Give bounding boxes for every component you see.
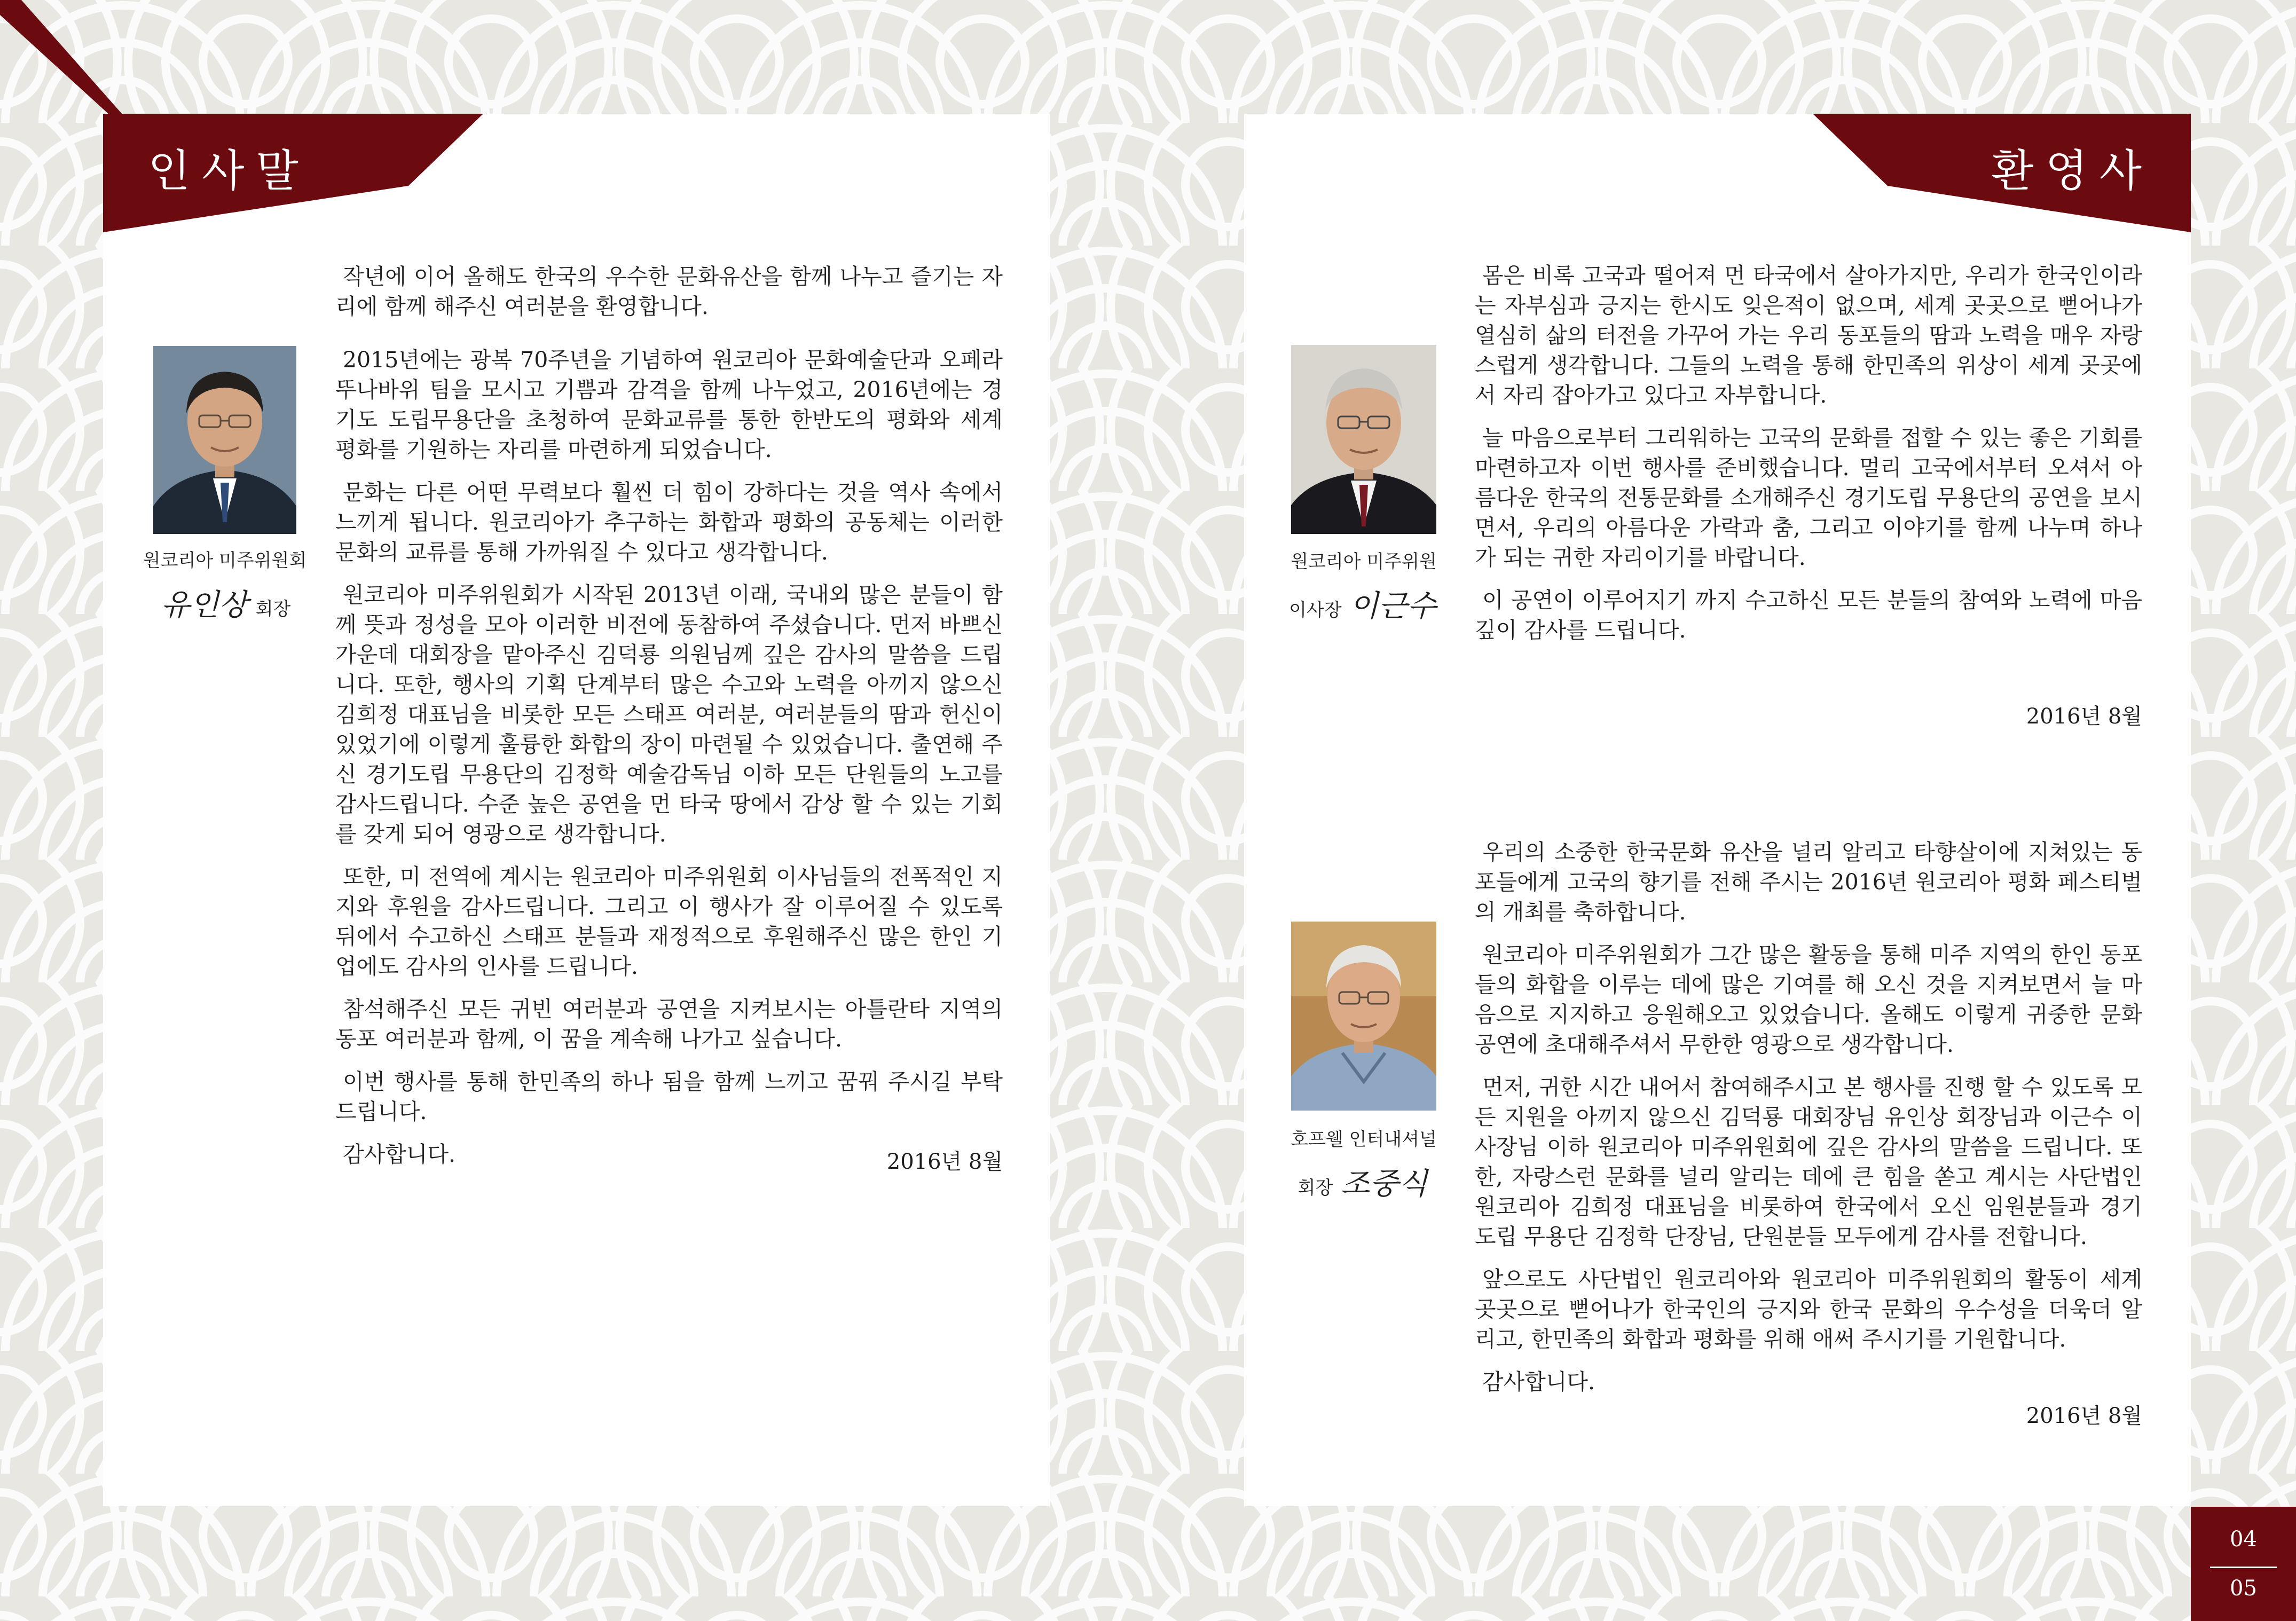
paragraph: 감사합니다. <box>343 1142 456 1167</box>
person-title: 이사장 <box>1289 600 1342 621</box>
page-title: 환영사 <box>1991 146 2153 196</box>
portrait-photo-yoo-in-sang <box>153 346 296 534</box>
page-number-badge <box>2191 1507 2296 1621</box>
paragraph: 작년에 이어 올해도 한국의 우수한 문화유산을 함께 나누고 즐기는 자리에 함께 해주신 여러분을 환영합니다. <box>335 264 1003 319</box>
person-title: 회장 <box>255 599 291 620</box>
portrait-photo-cho-jung-sik <box>1291 922 1436 1111</box>
person-organization: 원코리아 미주위원 <box>1291 551 1437 572</box>
paragraph: 문화는 다른 어떤 무력보다 훨씬 더 힘이 강하다는 것을 역사 속에서 느끼게 됩니다. 원코리아가 추구하는 화합과 평화의 공동체는 이러한 문화의 교류를 통해 가까워질 수 있다고 생각합니다. <box>335 479 1003 565</box>
greeting-date: 2016년 8월 <box>886 1150 1003 1174</box>
person-caption-yoo-in-sang <box>129 546 321 624</box>
person-title: 회장 <box>1298 1177 1333 1199</box>
signature-name: 유인상 <box>161 588 248 623</box>
person-organization: 호프웰 인터내셔널 <box>1291 1129 1437 1150</box>
welcome-date-1: 2016년 8월 <box>2026 704 2142 729</box>
greeting-title-banner <box>103 114 483 232</box>
person-caption-lee-geun-su <box>1268 547 1460 625</box>
paragraph: 원코리아 미주위원회가 그간 많은 활동을 통해 미주 지역의 한인 동포들의 화합을 이루는 데에 많은 기여를 해 오신 것을 지켜보면서 늘 마음으로 지지하고 응원해오고 있었습니다. 올해도 이렇게 귀중한 문화 공연에 초대해주셔서 무한한 영광으로 생각합니다. <box>1475 942 2142 1057</box>
paragraph: 이 공연이 이루어지기 까지 수고하신 모든 분들의 참여와 노력에 마음 깊이 감사를 드립니다. <box>1475 587 2142 643</box>
paragraph: 늘 마음으로부터 그리워하는 고국의 문화를 접할 수 있는 좋은 기회를 마련하고자 이번 행사를 준비했습니다. 멀리 고국에서부터 오셔서 아름다운 한국의 전통문화를 소개해주신 경기도립 무용단의 공연을 보시면서, 우리의 아름다운 가락과 춤, 그리고 이야기를 함께 나누며 하나가 되는 귀한 자리이기를 바랍니다. <box>1475 425 2142 570</box>
page-number-left: 04 <box>2230 1527 2257 1552</box>
page-number-right: 05 <box>2230 1576 2257 1601</box>
paragraph: 이번 행사를 통해 한민족의 하나 됨을 함께 느끼고 꿈꿔 주시길 부탁드립니다. <box>335 1069 1003 1124</box>
paragraph: 원코리아 미주위원회가 시작된 2013년 이래, 국내외 많은 분들이 함께 뜻과 정성을 모아 이러한 비전에 동참하여 주셨습니다. 먼저 바쁘신 가운데 대회장을 맡아주신 김덕룡 의원님께 깊은 감사의 말씀을 드립니다. 또한, 행사의 기획 단계부터 많은 수고와 노력을 아끼지 않으신 김희정 대표님을 비롯한 모든 스태프 여러분, 여러분들의 땀과 헌신이 있었기에 이렇게 훌륭한 화합의 장이 마련될 수 있었습니다. 출연해 주신 경기도립 무용단의 김정학 예술감독님 이하 모든 단원들의 노고를 감사드립니다. 수준 높은 공연을 먼 타국 땅에서 감상 할 수 있는 기회를 갖게 되어 영광으로 생각합니다. <box>335 582 1003 847</box>
welcome-date-2: 2016년 8월 <box>2026 1404 2142 1428</box>
welcome-text-1 <box>1475 261 2142 658</box>
page-title: 인사말 <box>148 146 310 196</box>
paragraph: 참석해주신 모든 귀빈 여러분과 공연을 지켜보시는 아틀란타 지역의 동포 여러분과 함께, 이 꿈을 계속해 나가고 싶습니다. <box>335 996 1003 1052</box>
paragraph: 또한, 미 전역에 계시는 원코리아 미주위원회 이사님들의 전폭적인 지지와 후원을 감사드립니다. 그리고 이 행사가 잘 이루어질 수 있도록 뒤에서 수고하신 스태프 분들과 재정적으로 후원해주신 많은 한인 기업에도 감사의 인사를 드립니다. <box>335 864 1003 979</box>
page-number-divider <box>2210 1567 2277 1568</box>
person-caption-cho-jung-sik <box>1268 1124 1460 1203</box>
paragraph: 앞으로도 사단법인 원코리아와 원코리아 미주위원회의 활동이 세계 곳곳으로 뻗어나가 한국인의 긍지와 한국 문화의 우수성을 더욱더 알리고, 한민족의 화합과 평화를 위해 애써 주시기를 기원합니다. <box>1475 1266 2142 1352</box>
paragraph: 2015년에는 광복 70주년을 기념하여 원코리아 문화예술단과 오페라 뚜나바위 팀을 모시고 기쁨과 감격을 함께 나누었고, 2016년에는 경기도 도립무용단을 초청하여 문화교류를 통한 한반도의 평화와 세계 평화를 기원하는 자리를 마련하게 되었습니다. <box>335 347 1003 462</box>
person-organization: 원코리아 미주위원회 <box>143 550 307 571</box>
welcome-text-2 <box>1475 837 2142 1410</box>
portrait-photo-lee-geun-su <box>1291 345 1436 534</box>
signature-name: 조중식 <box>1341 1167 1428 1201</box>
signature-name: 이근수 <box>1349 589 1436 624</box>
paragraph: 감사합니다. <box>1482 1369 1595 1395</box>
paragraph: 우리의 소중한 한국문화 유산을 널리 알리고 타향살이에 지쳐있는 동포들에게 고국의 향기를 전해 주시는 2016년 원코리아 평화 페스티벌의 개최를 축하합니다. <box>1475 839 2142 925</box>
paragraph: 몸은 비록 고국과 떨어져 먼 타국에서 살아가지만, 우리가 한국인이라는 자부심과 긍지는 한시도 잊은적이 없으며, 세계 곳곳으로 뻗어나가 열심히 삶의 터전을 가꾸어 가는 우리 동포들의 땀과 노력을 매우 자랑스럽게 생각합니다. 그들의 노력을 통해 한민족의 위상이 세계 곳곳에서 자리 잡아가고 있다고 자부합니다. <box>1475 263 2142 408</box>
welcome-title-banner <box>1813 114 2191 232</box>
greeting-text <box>335 262 1003 1182</box>
paragraph: 먼저, 귀한 시간 내어서 참여해주시고 본 행사를 진행 할 수 있도록 모든 지원을 아끼지 않으신 김덕룡 대회장님 유인상 회장님과 이근수 이사장님 이하 원코리아 미주위원회에 깊은 감사의 말씀을 드립니다. 또한, 자랑스런 문화를 널리 알리는 데에 큰 힘을 쏟고 계시는 사단법인 원코리아 김희정 대표님을 비롯하여 한국에서 오신 임원분들과 경기 도립 무용단 김정학 단장님, 단원분들 모두에게 감사를 전합니다. <box>1475 1074 2142 1249</box>
corner-ribbon-decoration <box>0 0 139 123</box>
